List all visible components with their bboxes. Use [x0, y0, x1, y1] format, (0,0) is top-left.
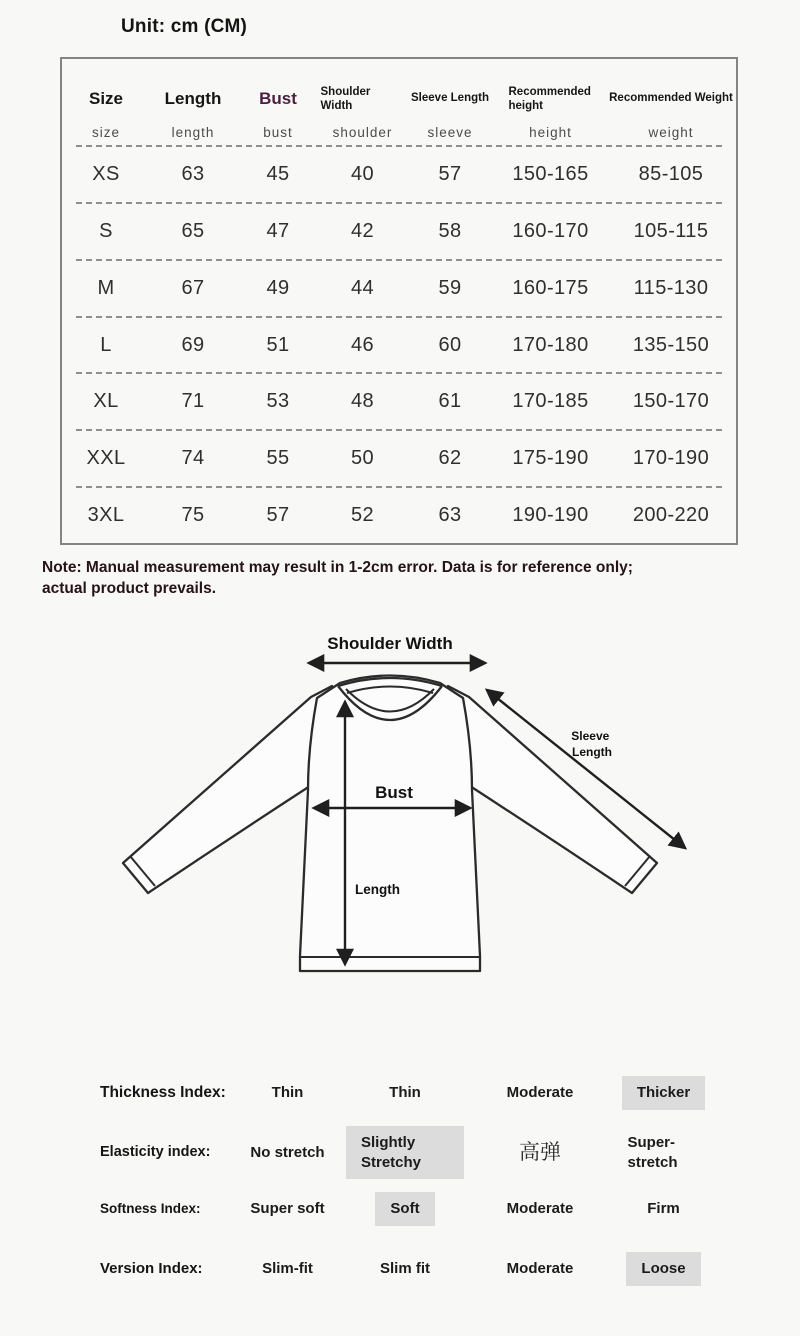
- right-sleeve: [448, 686, 657, 893]
- column-sleeve: [405, 79, 495, 145]
- bust-cell: 49: [266, 276, 290, 299]
- column-height: [495, 79, 606, 145]
- note-line-1: Note: Manual measurement may result in 1-2cm error. Data is for reference only;: [42, 559, 633, 576]
- size-cell: XS: [92, 162, 120, 185]
- column-subheader: shoulder: [332, 124, 393, 140]
- height-cell: 175-190: [512, 447, 589, 470]
- height-cell: 160-170: [512, 219, 589, 242]
- left-sleeve: [123, 686, 332, 893]
- column-header: Bust: [259, 88, 297, 108]
- weight-cell: 85-105: [638, 162, 704, 185]
- sleeve-cell: 61: [438, 390, 462, 413]
- weight-cell: 115-130: [633, 276, 709, 299]
- length-label: Length: [355, 882, 400, 897]
- column-header: Sleeve Length: [411, 92, 489, 105]
- bust-cell: 45: [266, 162, 290, 185]
- table-row-l: [62, 318, 736, 373]
- sleeve-cell: 57: [438, 162, 462, 185]
- sleeve-cell: 63: [438, 504, 462, 527]
- table-row-xs: [62, 147, 736, 202]
- length-cell: 74: [181, 447, 205, 470]
- index-row-label: Version Index:: [100, 1259, 203, 1277]
- height-cell: 170-185: [512, 390, 589, 413]
- index-option-selected: Soft: [345, 1192, 465, 1226]
- height-cell: 190-190: [512, 504, 589, 527]
- size-cell: XXL: [86, 447, 126, 470]
- index-option: Moderate: [506, 1200, 574, 1218]
- sleeve-cell: 62: [438, 447, 462, 470]
- column-subheader: height: [529, 124, 572, 140]
- table-row-s: [62, 204, 736, 259]
- column-length: [150, 79, 236, 145]
- shoulder-cell: 44: [350, 276, 375, 299]
- shirt-measurement-diagram: [60, 626, 720, 1018]
- note-line-2: actual product prevails.: [42, 580, 216, 597]
- weight-cell: 135-150: [632, 333, 710, 356]
- index-option: Super-stretch: [627, 1134, 678, 1171]
- index-option-selected: Slightly Stretchy: [345, 1126, 465, 1179]
- sleeve-cell: 59: [438, 276, 462, 299]
- index-row-label: Elasticity index:: [100, 1144, 211, 1161]
- column-weight: [606, 79, 736, 145]
- shoulder-width-measure: [309, 634, 485, 663]
- bust-cell: 53: [266, 390, 290, 413]
- index-option: 高弹: [519, 1140, 561, 1164]
- elasticity-index-row: [100, 1126, 712, 1179]
- table-row-3xl: [62, 488, 736, 543]
- weight-cell: 200-220: [632, 504, 710, 527]
- shoulder-width-label: Shoulder Width: [327, 634, 453, 653]
- bust-label: Bust: [375, 783, 413, 802]
- sleeve-cell: 58: [438, 219, 462, 242]
- version-index-row: [100, 1244, 712, 1294]
- weight-cell: 105-115: [633, 219, 709, 242]
- height-cell: 170-180: [512, 333, 589, 356]
- sleeve-cell: 60: [438, 333, 462, 356]
- length-cell: 75: [181, 504, 205, 527]
- length-cell: 65: [181, 219, 205, 242]
- index-option: Slim-fit: [262, 1260, 313, 1278]
- index-option: Super soft: [250, 1200, 325, 1218]
- table-row-m: [62, 261, 736, 316]
- column-bust: [236, 79, 320, 145]
- column-header: Size: [88, 88, 124, 108]
- size-table-header: [62, 59, 736, 145]
- table-row-xl: [62, 374, 736, 429]
- shoulder-cell: 40: [350, 162, 375, 185]
- column-header: Recommended Weight: [609, 92, 733, 105]
- bust-cell: 57: [266, 504, 290, 527]
- length-cell: 63: [181, 162, 205, 185]
- size-cell: S: [99, 219, 113, 242]
- column-header: Recommended height: [508, 85, 591, 112]
- column-subheader: sleeve: [427, 124, 473, 140]
- softness-index-row: [100, 1184, 712, 1234]
- length-cell: 67: [181, 276, 205, 299]
- bust-cell: 47: [266, 219, 290, 242]
- unit-title: Unit: cm (CM): [121, 16, 248, 37]
- table-row-xxl: [62, 431, 736, 486]
- column-shoulder: [320, 79, 405, 145]
- index-option: Firm: [647, 1200, 680, 1218]
- column-subheader: length: [171, 124, 215, 140]
- column-subheader: weight: [648, 124, 694, 140]
- weight-cell: 170-190: [632, 447, 710, 470]
- thickness-index-row: [100, 1068, 712, 1118]
- column-subheader: bust: [263, 124, 293, 140]
- size-cell: 3XL: [87, 504, 125, 527]
- shoulder-cell: 42: [350, 219, 375, 242]
- column-size: [62, 79, 150, 145]
- index-option: Slim fit: [379, 1260, 430, 1278]
- measurement-note: [42, 557, 766, 599]
- height-cell: 160-175: [512, 276, 589, 299]
- shoulder-cell: 52: [350, 504, 375, 527]
- index-row-label: Thickness Index:: [100, 1084, 226, 1102]
- length-cell: 71: [181, 390, 205, 413]
- sleeve-length-label: Sleeve Length: [571, 729, 612, 759]
- size-cell: M: [97, 276, 115, 299]
- weight-cell: 150-170: [632, 390, 710, 413]
- bust-cell: 51: [266, 333, 290, 356]
- index-option: Moderate: [506, 1260, 574, 1278]
- size-cell: L: [100, 333, 112, 356]
- column-header: Shoulder Width: [320, 85, 371, 112]
- index-option-selected: Thicker: [615, 1076, 712, 1110]
- size-cell: XL: [93, 390, 119, 413]
- index-option: Thin: [389, 1084, 421, 1102]
- fabric-index-section: [100, 1068, 712, 1294]
- shoulder-cell: 50: [350, 447, 375, 470]
- shoulder-cell: 46: [350, 333, 375, 356]
- length-cell: 69: [181, 333, 205, 356]
- height-cell: 150-165: [512, 162, 589, 185]
- index-option: Thin: [271, 1084, 304, 1102]
- index-row-label: Softness Index:: [100, 1200, 201, 1216]
- shoulder-cell: 48: [350, 390, 375, 413]
- index-option: Moderate: [506, 1084, 574, 1102]
- bust-cell: 55: [266, 447, 290, 470]
- column-subheader: size: [91, 124, 120, 140]
- column-header: Length: [164, 88, 222, 108]
- size-table: [60, 57, 738, 545]
- index-option-selected: Loose: [615, 1252, 712, 1286]
- index-option: No stretch: [250, 1143, 325, 1161]
